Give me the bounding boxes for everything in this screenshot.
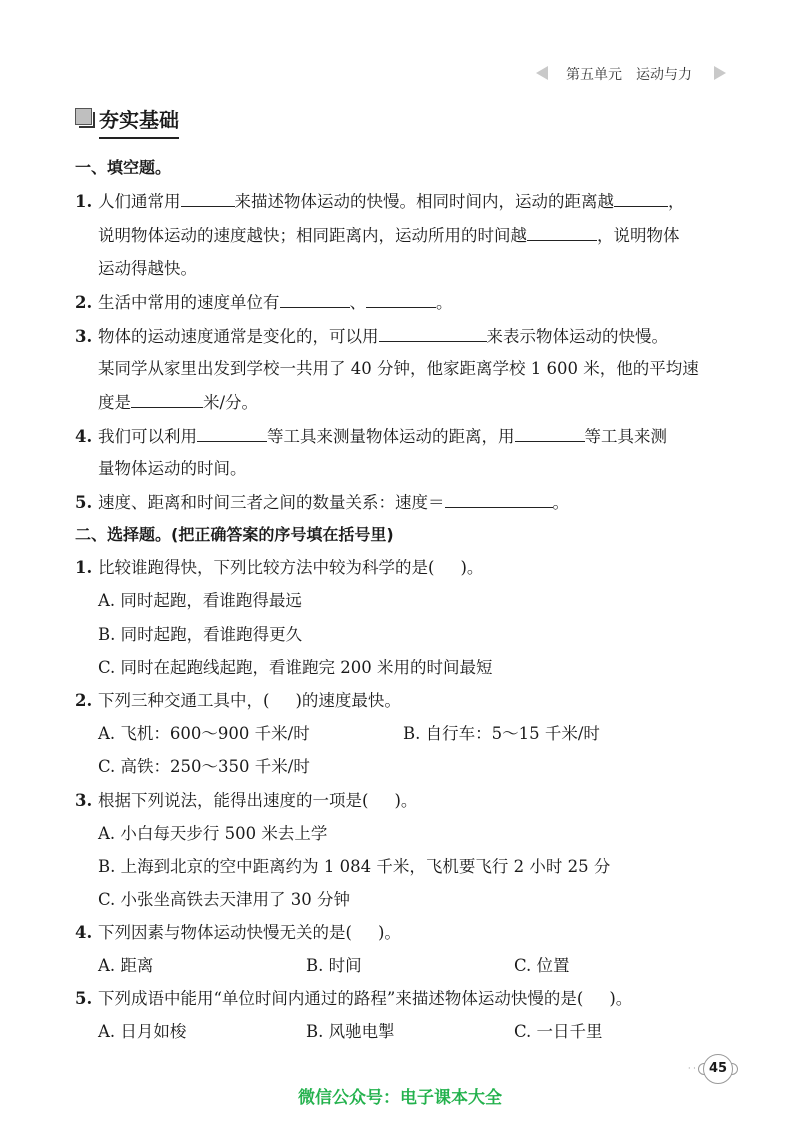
question-number: 3. — [75, 327, 93, 346]
triangle-right-icon — [714, 66, 726, 80]
question-number: 2. — [75, 293, 93, 312]
answer-blank[interactable] — [131, 391, 203, 408]
part1-heading: 一、填空题。 — [75, 158, 172, 177]
text: 米/分。 — [203, 393, 259, 412]
answer-blank[interactable] — [280, 291, 350, 308]
text: 下列三种交通工具中，( — [98, 691, 270, 710]
text: )。 — [377, 923, 401, 942]
option-c: C. 位置 — [514, 956, 570, 975]
answer-blank[interactable] — [181, 190, 235, 207]
fill-q3-line2: 某同学从家里出发到学校一共用了 40 分钟，他家距离学校 1 600 米，他的平均速 — [98, 359, 699, 378]
question-number: 4. — [75, 427, 93, 446]
page-number: 45 — [703, 1054, 733, 1084]
text: )的速度最快。 — [295, 691, 401, 710]
answer-blank[interactable] — [515, 425, 585, 442]
section-title-text: 夯实基础 — [99, 104, 179, 139]
text: 来描述物体运动的快慢。相同时间内，运动的距离越 — [234, 192, 614, 211]
option-a: A. 飞机：600～900 千米/时 — [98, 724, 310, 743]
answer-blank[interactable] — [197, 425, 267, 442]
option-c: C. 同时在起跑线起跑，看谁跑完 200 米用的时间最短 — [98, 658, 493, 677]
text: 下列因素与物体运动快慢无关的是( — [98, 923, 352, 942]
answer-blank[interactable] — [445, 491, 553, 508]
fill-q2 — [75, 291, 453, 314]
text: 根据下列说法，能得出速度的一项是( — [98, 791, 369, 810]
question-number: 5. — [75, 493, 93, 512]
fill-q1-line2 — [98, 224, 680, 247]
option-a: A. 日月如梭 — [98, 1022, 187, 1041]
text: 度是 — [98, 393, 131, 412]
option-c: C. 高铁：250～350 千米/时 — [98, 757, 310, 776]
topic-label: 运动与力 — [636, 67, 692, 83]
option-b: B. 自行车：5～15 千米/时 — [403, 724, 600, 743]
triangle-left-icon — [536, 66, 548, 80]
choice-q5 — [75, 988, 632, 1010]
text: 来表示物体运动的快慢。 — [486, 327, 668, 346]
text: 、 — [349, 293, 366, 312]
text: )。 — [460, 558, 484, 577]
option-b: B. 同时起跑，看谁跑得更久 — [98, 625, 303, 644]
text: 我们可以利用 — [98, 427, 197, 446]
answer-blank[interactable] — [527, 224, 597, 241]
choice-q4 — [75, 922, 401, 944]
choice-q3 — [75, 790, 417, 812]
decoration-dots: · · — [688, 1064, 696, 1073]
question-number: 3. — [75, 791, 93, 810]
text: 速度、距离和时间三者之间的数量关系：速度＝ — [98, 493, 445, 512]
option-a: A. 小白每天步行 500 米去上学 — [98, 824, 328, 843]
option-b: B. 上海到北京的空中距离约为 1 084 千米，飞机要飞行 2 小时 25 分 — [98, 857, 611, 876]
fill-q4-line2: 量物体运动的时间。 — [98, 459, 247, 478]
text: )。 — [394, 791, 418, 810]
question-number: 5. — [75, 989, 93, 1008]
option-a: A. 距离 — [98, 956, 154, 975]
text: 比较谁跑得快，下列比较方法中较为科学的是( — [98, 558, 435, 577]
option-a: A. 同时起跑，看谁跑得最远 — [98, 591, 302, 610]
option-c: C. 一日千里 — [514, 1022, 603, 1041]
text: 。 — [552, 493, 569, 512]
choice-q2 — [75, 690, 401, 712]
text: 物体的运动速度通常是变化的，可以用 — [98, 327, 379, 346]
text: 。 — [436, 293, 453, 312]
option-b: B. 时间 — [306, 956, 362, 975]
section-box-icon — [75, 108, 92, 125]
fill-q5 — [75, 491, 569, 514]
fill-q1-line1 — [75, 190, 685, 213]
question-number: 1. — [75, 558, 93, 577]
footer-watermark: 微信公众号：电子课本大全 — [298, 1088, 502, 1108]
answer-blank[interactable] — [379, 325, 487, 342]
text: 等工具来测 — [584, 427, 667, 446]
page-header — [536, 62, 726, 84]
option-b: B. 风驰电掣 — [306, 1022, 395, 1041]
option-c: C. 小张坐高铁去天津用了 30 分钟 — [98, 890, 351, 909]
question-number: 1. — [75, 192, 93, 211]
part2-heading: 二、选择题。(把正确答案的序号填在括号里) — [75, 525, 394, 544]
question-number: 4. — [75, 923, 93, 942]
text: 生活中常用的速度单位有 — [98, 293, 280, 312]
choice-q1 — [75, 557, 483, 579]
fill-q3-line1 — [75, 325, 668, 348]
fill-q1-line3: 运动得越快。 — [98, 259, 197, 278]
text: 人们通常用 — [98, 192, 181, 211]
text: ， — [668, 192, 685, 211]
text: ，说明物体 — [597, 226, 680, 245]
text: 等工具来测量物体运动的距离，用 — [267, 427, 515, 446]
unit-label: 第五单元 — [566, 67, 622, 83]
text: )。 — [609, 989, 633, 1008]
text: 说明物体运动的速度越快；相同距离内，运动所用的时间越 — [98, 226, 527, 245]
answer-blank[interactable] — [366, 291, 436, 308]
text: 下列成语中能用“单位时间内通过的路程”来描述物体运动快慢的是( — [98, 989, 584, 1008]
question-number: 2. — [75, 691, 93, 710]
answer-blank[interactable] — [614, 190, 668, 207]
fill-q3-line3 — [98, 391, 258, 414]
fill-q4-line1 — [75, 425, 667, 448]
